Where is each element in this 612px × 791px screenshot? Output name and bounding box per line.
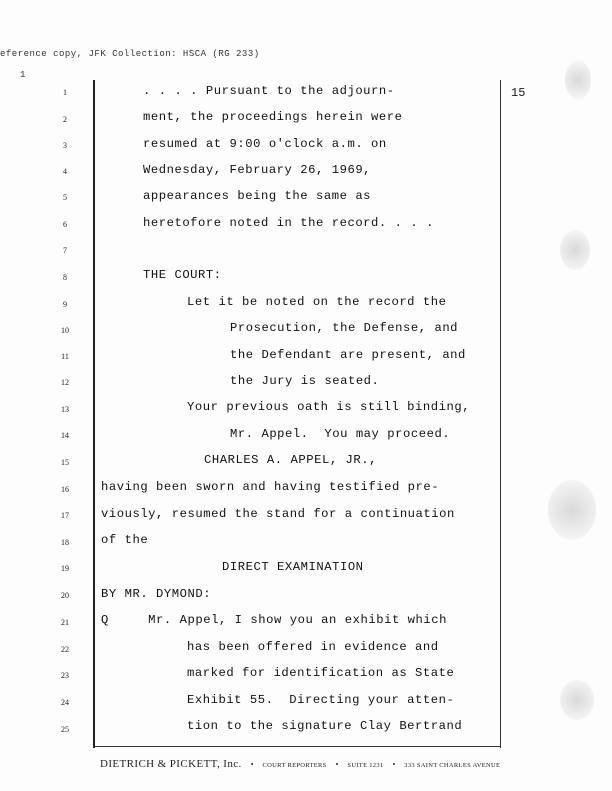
line-number: 8 [63, 273, 67, 282]
line-number: 20 [61, 591, 69, 600]
line-number: 3 [63, 141, 67, 150]
frame-right-rule [500, 80, 501, 748]
reference-header: eference copy, JFK Collection: HSCA (RG 233) [0, 49, 260, 59]
transcript-line: has been offered in evidence and [187, 640, 439, 654]
transcript-line: Prosecution, the Defense, and [230, 321, 459, 335]
line-number: 2 [63, 115, 67, 124]
line-number: 22 [61, 645, 69, 654]
scan-smudge [548, 480, 596, 540]
scan-smudge [560, 230, 590, 270]
line-number: 6 [63, 220, 67, 229]
transcript-line: Exhibit 55. Directing your atten- [187, 693, 455, 707]
margin-mark: 1 [20, 70, 26, 80]
witness-name: CHARLES A. APPEL, JR., [204, 453, 378, 467]
frame-left-rule [93, 80, 95, 748]
line-number: 14 [61, 431, 69, 440]
line-number: 1 [63, 88, 67, 97]
scan-smudge [565, 60, 591, 100]
line-number: 23 [61, 671, 69, 680]
footer-address: 333 SAINT CHARLES AVENUE [404, 762, 501, 769]
line-number: 10 [61, 326, 69, 335]
line-number: 12 [61, 378, 69, 387]
line-number: 25 [61, 725, 69, 734]
speaker-label: THE COURT: [143, 268, 222, 282]
line-number: 18 [61, 538, 69, 547]
transcript-line: the Jury is seated. [230, 374, 380, 388]
transcript-line: appearances being the same as [143, 189, 372, 203]
transcript-line: . . . . Pursuant to the adjourn- [143, 84, 395, 98]
question-line: Q Mr. Appel, I show you an exhibit which [101, 613, 448, 627]
line-number: 15 [61, 458, 69, 467]
line-number: 11 [61, 352, 69, 361]
footer-separator: • [250, 760, 254, 769]
footer [100, 754, 520, 772]
line-number: 5 [63, 193, 67, 202]
transcript-line: Wednesday, February 26, 1969, [143, 163, 372, 177]
transcript-line: having been sworn and having testified pre- [101, 480, 440, 494]
section-heading: DIRECT EXAMINATION [222, 560, 364, 574]
firm-name: DIETRICH & PICKETT, Inc. [100, 758, 242, 770]
transcript-line: tion to the signature Clay Bertrand [187, 719, 463, 733]
transcript-line: ment, the proceedings herein were [143, 110, 403, 124]
frame-bottom-rule [93, 746, 501, 747]
transcript-line: the Defendant are present, and [230, 348, 466, 362]
line-number: 9 [63, 300, 67, 309]
transcript-line: resumed at 9:00 o'clock a.m. on [143, 137, 387, 151]
footer-suite: SUITE 1231 [347, 762, 384, 769]
line-number: 17 [61, 511, 69, 520]
transcript-line: marked for identification as State [187, 666, 455, 680]
footer-separator: • [392, 760, 396, 769]
footer-role: COURT REPORTERS [262, 762, 327, 769]
line-number: 16 [61, 485, 69, 494]
line-number: 19 [61, 564, 69, 573]
line-number: 13 [61, 405, 69, 414]
transcript-line: Let it be noted on the record the [187, 295, 447, 309]
line-number: 4 [63, 167, 67, 176]
footer-separator: • [335, 760, 339, 769]
transcript-line: heretofore noted in the record. . . . [143, 216, 434, 230]
transcript-line: Mr. Appel. You may proceed. [230, 427, 451, 441]
scan-smudge [560, 680, 594, 720]
line-number: 21 [61, 618, 69, 627]
transcript-line: viously, resumed the stand for a continuation [101, 507, 455, 521]
transcript-line: Your previous oath is still binding, [187, 400, 471, 414]
line-number: 24 [61, 698, 69, 707]
transcript-line: of the [101, 533, 149, 547]
line-number: 7 [63, 246, 67, 255]
page-number: 15 [511, 86, 526, 100]
examiner-label: BY MR. DYMOND: [101, 587, 212, 601]
